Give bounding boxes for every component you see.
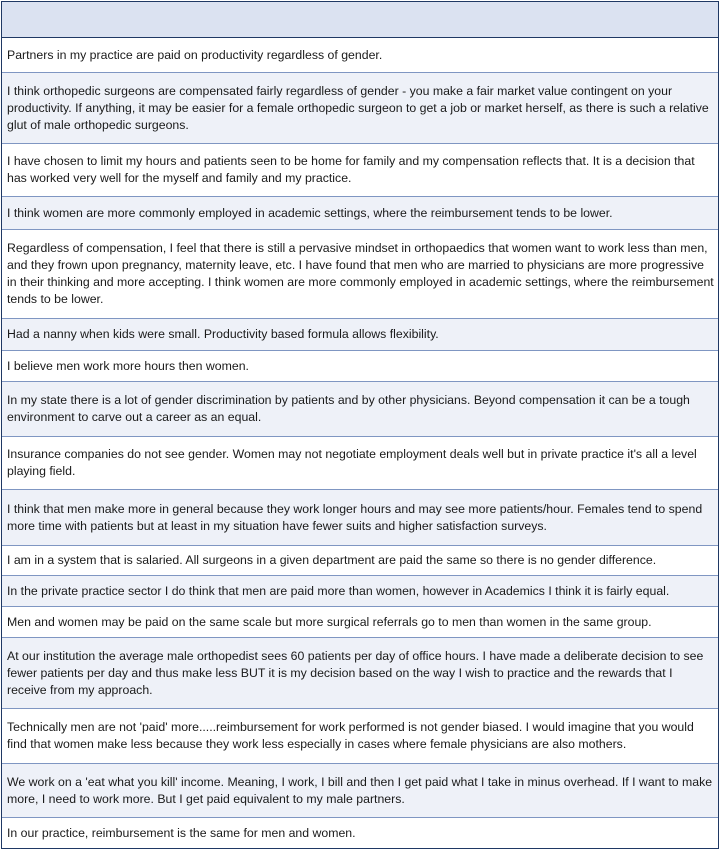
table-row: [2, 144, 718, 197]
comment-text: Technically men are not 'paid' more.....reimbursement for work performed is not gender biased. I would imagine that you would find that women make less because they work less especially in cases where female physicians are also mothers.: [7, 720, 694, 751]
table-row: [2, 38, 718, 73]
comment-text: I think orthopedic surgeons are compensated fairly regardless of gender - you make a fair market value contingent on your productivity. If anything, it may be easier for a female orthopedic surgeon to get a job or market herself, as there is such a relative glut of male orthopedic surgeons.: [7, 83, 709, 132]
table-row: [2, 351, 718, 382]
table-row: [2, 818, 718, 848]
table-row: [2, 319, 718, 351]
table-row: [2, 197, 718, 230]
comment-text: I have chosen to limit my hours and patients seen to be home for family and my compensation reflects that. It is a decision that has worked very well for the myself and family and my practice.: [7, 154, 695, 185]
table-header: [2, 2, 718, 38]
comment-text: In the private practice sector I do think that men are paid more than women, however in Academics I think it is fairly equal.: [7, 583, 670, 598]
comment-text: Had a nanny when kids were small. Productivity based formula allows flexibility.: [7, 327, 439, 341]
table-row: [2, 764, 718, 818]
comment-text: Regardless of compensation, I feel that there is still a pervasive mindset in orthopaedics that women want to work less than men, and they frown upon pregnancy, maternity leave, etc. I have found that men who are married to physicians are more progressive in their thinking and more accepting. I think women are more commonly employed in academic settings, where the reimbursement tends to be lower.: [7, 241, 714, 306]
comment-text: I think women are more commonly employed in academic settings, where the reimbursement tends to be lower.: [7, 205, 613, 220]
comment-text: In our practice, reimbursement is the same for men and women.: [7, 825, 356, 840]
table-row: [2, 490, 718, 546]
comment-text: I believe men work more hours then women.: [7, 358, 249, 373]
table-row: [2, 576, 718, 607]
comment-text: Partners in my practice are paid on productivity regardless of gender.: [7, 47, 383, 62]
comment-text: In my state there is a lot of gender discrimination by patients and by other physicians. Beyond compensation it can be a tough environment to carve out a career as an equal.: [7, 393, 690, 424]
table-row: [2, 437, 718, 490]
table-row: [2, 382, 718, 437]
table-row: [2, 709, 718, 764]
comments-table: [1, 1, 719, 849]
table-row: [2, 230, 718, 319]
comment-text: We work on a 'eat what you kill' income. Meaning, I work, I bill and then I get paid what I take in minus overhead. If I want to make more, I need to work more. But I get paid equivalent to my male partners.: [7, 774, 713, 806]
table-row: [2, 638, 718, 709]
table-row: [2, 607, 718, 638]
comment-text: I think that men make more in general because they work longer hours and may see more patients/hour. Females tend to spend more time with patients but at least in my situation have fewer suits and higher satisfaction surveys.: [7, 501, 703, 533]
table-row: [2, 546, 718, 576]
comment-text: I am in a system that is salaried. All surgeons in a given department are paid the same so there is no gender difference.: [7, 553, 657, 567]
comment-text: Insurance companies do not see gender. Women may not negotiate employment deals well but in private practice it's all a level playing field.: [7, 447, 697, 478]
comment-text: Men and women may be paid on the same scale but more surgical referrals go to men than women in the same group.: [7, 614, 652, 629]
table-row: [2, 73, 718, 144]
comment-text: At our institution the average male orthopedist sees 60 patients per day of office hours. I have made a deliberate decision to see fewer patients per day and thus make less BUT it is my decision based on the way I wish to practice and the rewards that I receive from my approach.: [7, 648, 704, 697]
